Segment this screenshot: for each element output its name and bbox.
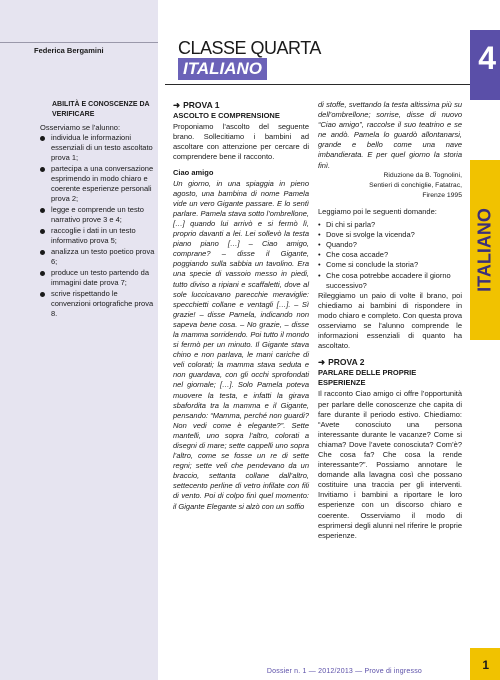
footer bbox=[0, 662, 470, 680]
question-item: • Come si conclude la storia? bbox=[318, 260, 462, 270]
footer-text: Dossier n. 1 — 2012/2013 — Prove di ingresso bbox=[266, 668, 422, 675]
column-right bbox=[318, 100, 462, 547]
prova1-subheading: ASCOLTO E COMPRENSIONE bbox=[173, 111, 280, 120]
questions-list bbox=[318, 220, 462, 291]
citation-line2: Sentieri di conchiglie, Fatatrac, bbox=[369, 181, 462, 189]
author-name: Federica Bergamini bbox=[34, 46, 104, 55]
prova2-text: Il racconto Ciao amigo ci offre l’opportunità per parlare delle conoscenze che capita di fare durante il periodo estivo. Chiediamo: “Avete conosciuto una persona interessante durante le vacanze? Come si chiama? Dove l’avete conosciuta? Com’è? Che cosa fa? Che cosa la rende interessante?”. Possiamo annotare le domande alla lavagna così che possano costituire una traccia per gli interventi. Invitiamo i bambini a riportare le loro esperienze con un discorso chiaro e coerente. Osserviamo il modo di esprimersi degli alunni nel riferire le proprie esperienze. bbox=[318, 389, 462, 540]
question-item: • Che cosa potrebbe accadere il giorno successivo? bbox=[318, 271, 462, 291]
citation-line3: Firenze 1995 bbox=[422, 191, 462, 199]
question-item: • Dove si svolge la vicenda? bbox=[318, 230, 462, 240]
chapter-number: 4 bbox=[478, 40, 496, 76]
ability-item: partecipa a una conversazione esprimendo in modo chiaro e coerente esperienze personali prova 2; bbox=[40, 164, 156, 204]
ability-item: scrive rispettando le convenzioni ortografiche prova 8. bbox=[40, 289, 156, 319]
abilities-intro: Osserviamo se l’alunno: bbox=[40, 123, 121, 132]
chapter-tab bbox=[470, 0, 500, 680]
class-title: CLASSE QUARTA bbox=[178, 38, 321, 58]
prova2-heading: ➜ PROVA 2 bbox=[318, 357, 365, 368]
prova2-subheading: PARLARE DELLE PROPRIE ESPERIENZE bbox=[318, 368, 417, 388]
story-text-part1: Un giorno, in una spiaggia in pieno agosto, una bambina di nome Pamela vide un vero Gigante passare. E lo sentì parlare. Pamela stava sotto l’ombrellone, […] quando lui arrivò e si fermò lì, proprio davanti a lei. Lei sollevò la testa piano piano […] – Ciao amigo, comprane? – disse il Gigante, poggiando sulla sabbia un tavolino. Era una specie di vassoio messo in piedi, tutto diviso a ripiani e scaffaletti, dove al sole luccicavano parecchie meraviglie: specchietti collane e ventagli […]. – Sì grazie! – disse Pamela, indicando non sapeva bene cosa. – No grazie, – disse la mamma sorridendo. Poi tutto il mondo si fermò per un minuto. Il Gigante stava chino e non parlava, le mani cariche di veli colorati; la mamma stava seduta e non guardava, con gli occhi sprofondati nel giornale; […]. Solo Pamela poteva muovere la testa, e infatti la girava sbafordita tra la mamma e il Gigante, pensando: “Mamma, perché non guardi? Non vedi come è elegante?”. Sette mantelli, uno sopra l’altro, colorati a disegni di mare; sette cappelli uno sopra l’altro, come se fosse un re di sette regni; sette veli che pendevano da un braccio, settanta collane dall’altro, settecento perline di vetro infilate con fili di vento. Poi di colpo finì quel momento: il Gigante Elegante si alzò con un soffio bbox=[173, 178, 309, 511]
ability-item: analizza un testo poetico prova 6; bbox=[40, 247, 156, 267]
prova1-closing: Rileggiamo un paio di volte il brano, poi chiediamo ai bambini di rispondere in modo chiaro e completo. Con questa prova osserviamo se l’alunno comprende le informazioni essenziali di quanto ha ascoltato. bbox=[318, 290, 462, 351]
question-item: • Che cosa accade? bbox=[318, 250, 462, 260]
ability-item: legge e comprende un testo narrativo prove 3 e 4; bbox=[40, 205, 156, 225]
ability-item: individua le informazioni essenziali di un testo ascoltato prova 1; bbox=[40, 133, 156, 163]
citation-line1: Riduzione da B. Tognolini, bbox=[383, 171, 462, 179]
ability-item: raccoglie i dati in un testo informativo prova 5; bbox=[40, 226, 156, 246]
abilities-title: ABILITÀ E CONOSCENZE DA VERIFICARE bbox=[52, 101, 150, 118]
header-divider bbox=[165, 84, 470, 85]
subject-title: ITALIANO bbox=[178, 58, 267, 80]
page-number-box bbox=[470, 648, 500, 680]
sidebar-divider bbox=[0, 42, 158, 43]
story-text-part2: di stoffe, svettando la testa altissima più su dell’ombrellone; sorrise, disse di nuovo “Ciao amigo”, raccolse il suo teatrino e se ne andò. Pamela lo guardò allontanarsi, grande e bello come una nave imbandierata. E per quel giorno la storia finì. bbox=[318, 100, 462, 170]
story-title: Ciao amigo bbox=[173, 168, 214, 178]
question-item: • Quando? bbox=[318, 240, 462, 250]
subject-tab-label: ITALIANO bbox=[474, 208, 495, 292]
column-middle bbox=[173, 100, 309, 512]
prova1-intro: Proponiamo l’ascolto del seguente brano. Sollecitiamo i bambini ad ascoltare con attenzione per cercare di comprendere bene il racconto. bbox=[173, 122, 309, 162]
arrow-icon: ➜ bbox=[318, 357, 326, 368]
question-item: • Di chi si parla? bbox=[318, 220, 462, 230]
abilities-list bbox=[40, 133, 156, 320]
page-number: 1 bbox=[482, 658, 489, 672]
abilities-sidebar bbox=[0, 0, 158, 680]
prova1-heading: ➜ PROVA 1 bbox=[173, 100, 220, 110]
arrow-icon: ➜ bbox=[173, 100, 181, 110]
ability-item: produce un testo partendo da immagini date prova 7; bbox=[40, 268, 156, 288]
questions-intro: Leggiamo poi le seguenti domande: bbox=[318, 206, 437, 216]
subject-tab bbox=[470, 160, 500, 340]
